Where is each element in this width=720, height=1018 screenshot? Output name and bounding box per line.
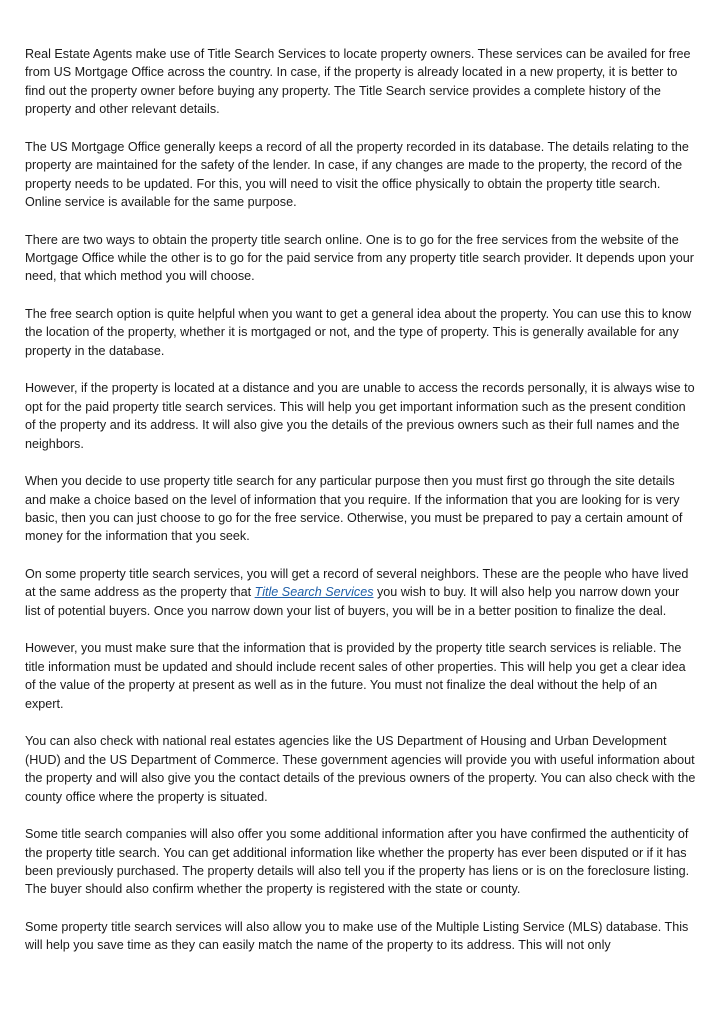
- paragraph-1: Real Estate Agents make use of Title Search Services to locate property owners. These services can be availed for free from US Mortgage Office across the country. In case, if the property is already located in a new property, it is better to find out the property owner before buying any property. The Title Search service provides a complete history of the property and other relevant details.: [25, 47, 691, 117]
- paragraph-6: When you decide to use property title search for any particular purpose then you must first go through the site details and make a choice based on the level of information that you require. If the information that you are looking for is very basic, then you can just choose to go for the free service. Otherwise, you must be prepared to pay a certain amount of money for the information that you seek.: [25, 474, 683, 544]
- paragraph-4: The free search option is quite helpful when you want to get a general idea about the property. You can use this to know the location of the property, whether it is mortgaged or not, and the type of property. This is generally available for any property in the database.: [25, 307, 692, 358]
- paragraph-7: [25, 565, 697, 620]
- paragraph-5: However, if the property is located at a distance and you are unable to access the records personally, it is always wise to opt for the paid property title search services. This will help you get important information such as the present condition of the property and its address. It will also give you the details of the previous owners such as their full names and the neighbors.: [25, 381, 695, 451]
- paragraph-7-text-before: On some property title search services, you will get a record of several neighbors. These are the people who have lived at the same address as the property that: [25, 567, 689, 600]
- paragraph-11: Some property title search services will also allow you to make use of the Multiple Listing Service (MLS) database. This will help you save time as they can easily match the name of the property to its address. This will not only: [25, 919, 689, 953]
- paragraph-9: You can also check with national real estates agencies like the US Department of Housing and Urban Development (HUD) and the US Department of Commerce. These government agencies will provide you with useful information about the property and will also give you the contact details of the previous owners of the property. You can also check with the county office where the property is situated.: [25, 734, 696, 804]
- paragraph-2: The US Mortgage Office generally keeps a record of all the property recorded in its database. The details relating to the property are maintained for the safety of the lender. In case, if any changes are made to the property, the record of the property needs to be updated. For this, you will need to visit the office physically to obtain the property title search. Online service is available for the same purpose.: [25, 139, 689, 210]
- paragraph-8: However, you must make sure that the information that is provided by the property title search services is reliable. The title information must be updated and should include recent sales of other properties. This will help you get a clear idea of the value of the property at present as well as in the future. You must not finalize the deal without the help of an expert.: [25, 641, 686, 711]
- paragraph-3: There are two ways to obtain the property title search online. One is to go for the free services from the website of the Mortgage Office while the other is to go for the paid service from any property title search provider. It depends upon your need, that which method you will choose.: [25, 232, 694, 284]
- paragraph-10: Some title search companies will also offer you some additional information after you have confirmed the authenticity of the property title search. You can get additional information like whether the property has ever been disputed or if it has been previously purchased. The property details will also tell you if the property has liens or is on the foreclosure listing. The buyer should also confirm whether the property is registered with the state or county.: [25, 827, 690, 897]
- title-search-services-link[interactable]: Title Search Services: [254, 585, 374, 600]
- paragraph-7-text-after: you wish to buy. It will also help you narrow down your list of potential buyers. Once you narrow down your list of buyers, you will be in a better position to finalize the deal.: [25, 585, 680, 618]
- document-body: [25, 45, 697, 974]
